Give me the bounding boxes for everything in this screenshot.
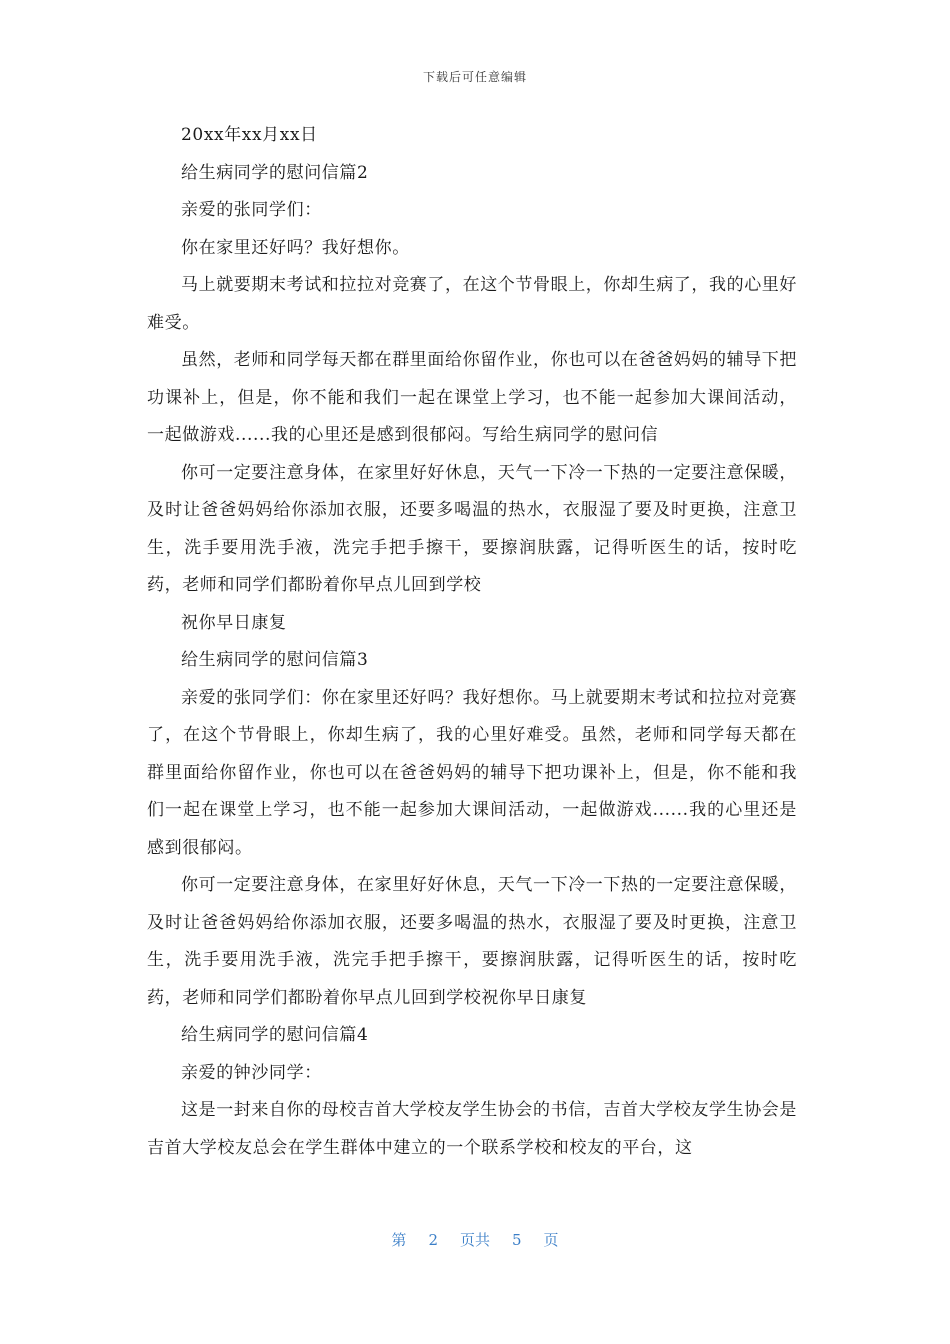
salutation: 亲爱的张同学们：: [181, 200, 322, 220]
paragraph: 虽然，老师和同学每天都在群里面给你留作业，你也可以在爸爸妈妈的辅导下把功课补上，但是，你不能和我们一起在课堂上学习，也不能一起参加大课间活动，一起做游戏......我的心里还是感到很郁闷。写给生病同学的慰问信: [147, 350, 797, 445]
page-total: 5: [512, 1231, 522, 1249]
section-title-3: 给生病同学的慰问信篇3: [181, 650, 369, 670]
closing-wish: 祝你早日康复: [181, 612, 287, 633]
paragraph: 你可一定要注意身体，在家里好好休息，天气一下冷一下热的一定要注意保暖，及时让爸爸妈妈给你添加衣服，还要多喝温的热水，衣服湿了要及时更换，注意卫生，洗手要用洗手液，洗完手把手擦干，要擦润肤露，记得听医生的话，按时吃药，老师和同学们都盼着你早点儿回到学校: [147, 462, 797, 595]
page-prefix: 第: [391, 1231, 407, 1249]
section-title-2: 给生病同学的慰问信篇2: [181, 162, 369, 183]
header-note: 下载后可任意编辑: [422, 70, 527, 84]
paragraph: 马上就要期末考试和拉拉对竞赛了，在这个节骨眼上，你却生病了，我的心里好难受。: [147, 275, 797, 333]
page-middle: 页共: [459, 1231, 490, 1249]
paragraph: 这是一封来自你的母校吉首大学校友学生协会的书信，吉首大学校友学生协会是吉首大学校友总会在学生群体中建立的一个联系学校和校友的平台，这: [147, 1100, 797, 1158]
page-current: 2: [428, 1231, 438, 1249]
date-line: 20xx年xx月xx日: [181, 125, 318, 145]
paragraph: 亲爱的张同学们：你在家里还好吗？我好想你。马上就要期末考试和拉拉对竞赛了，在这个节骨眼上，你却生病了，我的心里好难受。虽然，老师和同学每天都在群里面给你留作业，你也可以在爸爸妈妈的辅导下把功课补上，但是，你不能和我们一起在课堂上学习，也不能一起参加大课间活动，一起做游戏......我的心里还是感到很郁闷。: [147, 687, 797, 858]
salutation: 亲爱的钟沙同学：: [181, 1062, 322, 1083]
paragraph: 你在家里还好吗？我好想你。: [181, 237, 410, 258]
page-number-footer: [0, 1229, 950, 1250]
paragraph: 你可一定要注意身体，在家里好好休息，天气一下冷一下热的一定要注意保暖，及时让爸爸妈妈给你添加衣服，还要多喝温的热水，衣服湿了要及时更换，注意卫生，洗手要用洗手液，洗完手把手擦干，要擦润肤露，记得听医生的话，按时吃药，老师和同学们都盼着你早点儿回到学校祝你早日康复: [147, 875, 797, 1008]
document-body: [147, 117, 797, 1167]
section-title-4: 给生病同学的慰问信篇4: [181, 1025, 369, 1045]
page-suffix: 页: [543, 1231, 559, 1249]
